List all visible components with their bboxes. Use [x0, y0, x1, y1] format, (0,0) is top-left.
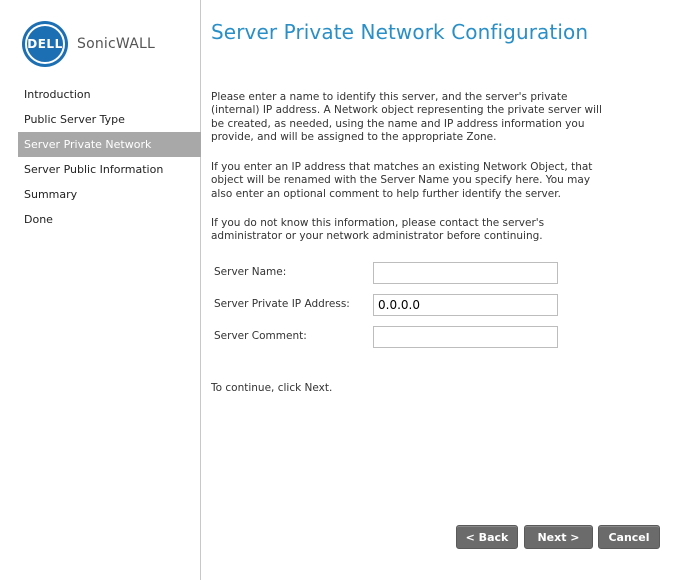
intro-paragraph: Please enter a name to identify this server, and the server's private (internal) IP address. A Network object representing the private server will be created, as needed, using the name and IP address information you provide, and will be assigned to the appropriate Zone.: [211, 91, 602, 143]
sidebar-item-server-private-network[interactable]: Server Private Network: [18, 132, 201, 157]
back-button[interactable]: < Back: [456, 525, 518, 549]
sidebar-item-server-public-information[interactable]: Server Public Information: [24, 163, 164, 176]
main-content: [211, 0, 700, 580]
existing-object-paragraph: If you enter an IP address that matches an existing Network Object, that object will be renamed with the Server Name you specify here. You may also enter an optional comment to help further identify the server.: [211, 161, 593, 200]
sidebar-item-done[interactable]: Done: [24, 213, 53, 226]
next-button[interactable]: Next >: [524, 525, 593, 549]
server-comment-input[interactable]: [373, 326, 558, 348]
sidebar-item-summary[interactable]: Summary: [24, 188, 78, 201]
brand-logo: [22, 21, 155, 67]
server-name-row: [214, 262, 614, 284]
continue-instruction: To continue, click Next.: [211, 382, 333, 394]
server-comment-label: Server Comment:: [214, 330, 307, 342]
wizard-steps-nav: [18, 82, 201, 232]
server-ip-input[interactable]: [373, 294, 558, 316]
dell-logo-text: DELL: [27, 37, 63, 51]
sidebar-item-public-server-type[interactable]: Public Server Type: [24, 113, 125, 126]
dell-logo-icon: [22, 21, 68, 67]
cancel-button[interactable]: Cancel: [598, 525, 660, 549]
contact-admin-paragraph: If you do not know this information, please contact the server's administrator or your network administrator before continuing.: [211, 217, 545, 243]
product-name: SonicWALL: [77, 36, 155, 52]
sidebar-item-introduction[interactable]: Introduction: [24, 88, 91, 101]
sidebar: [0, 0, 201, 580]
server-ip-label: Server Private IP Address:: [214, 298, 350, 310]
server-ip-row: [214, 294, 614, 316]
server-name-label: Server Name:: [214, 266, 287, 278]
server-comment-row: [214, 326, 614, 348]
server-name-input[interactable]: [373, 262, 558, 284]
page-title: Server Private Network Configuration: [211, 20, 589, 44]
